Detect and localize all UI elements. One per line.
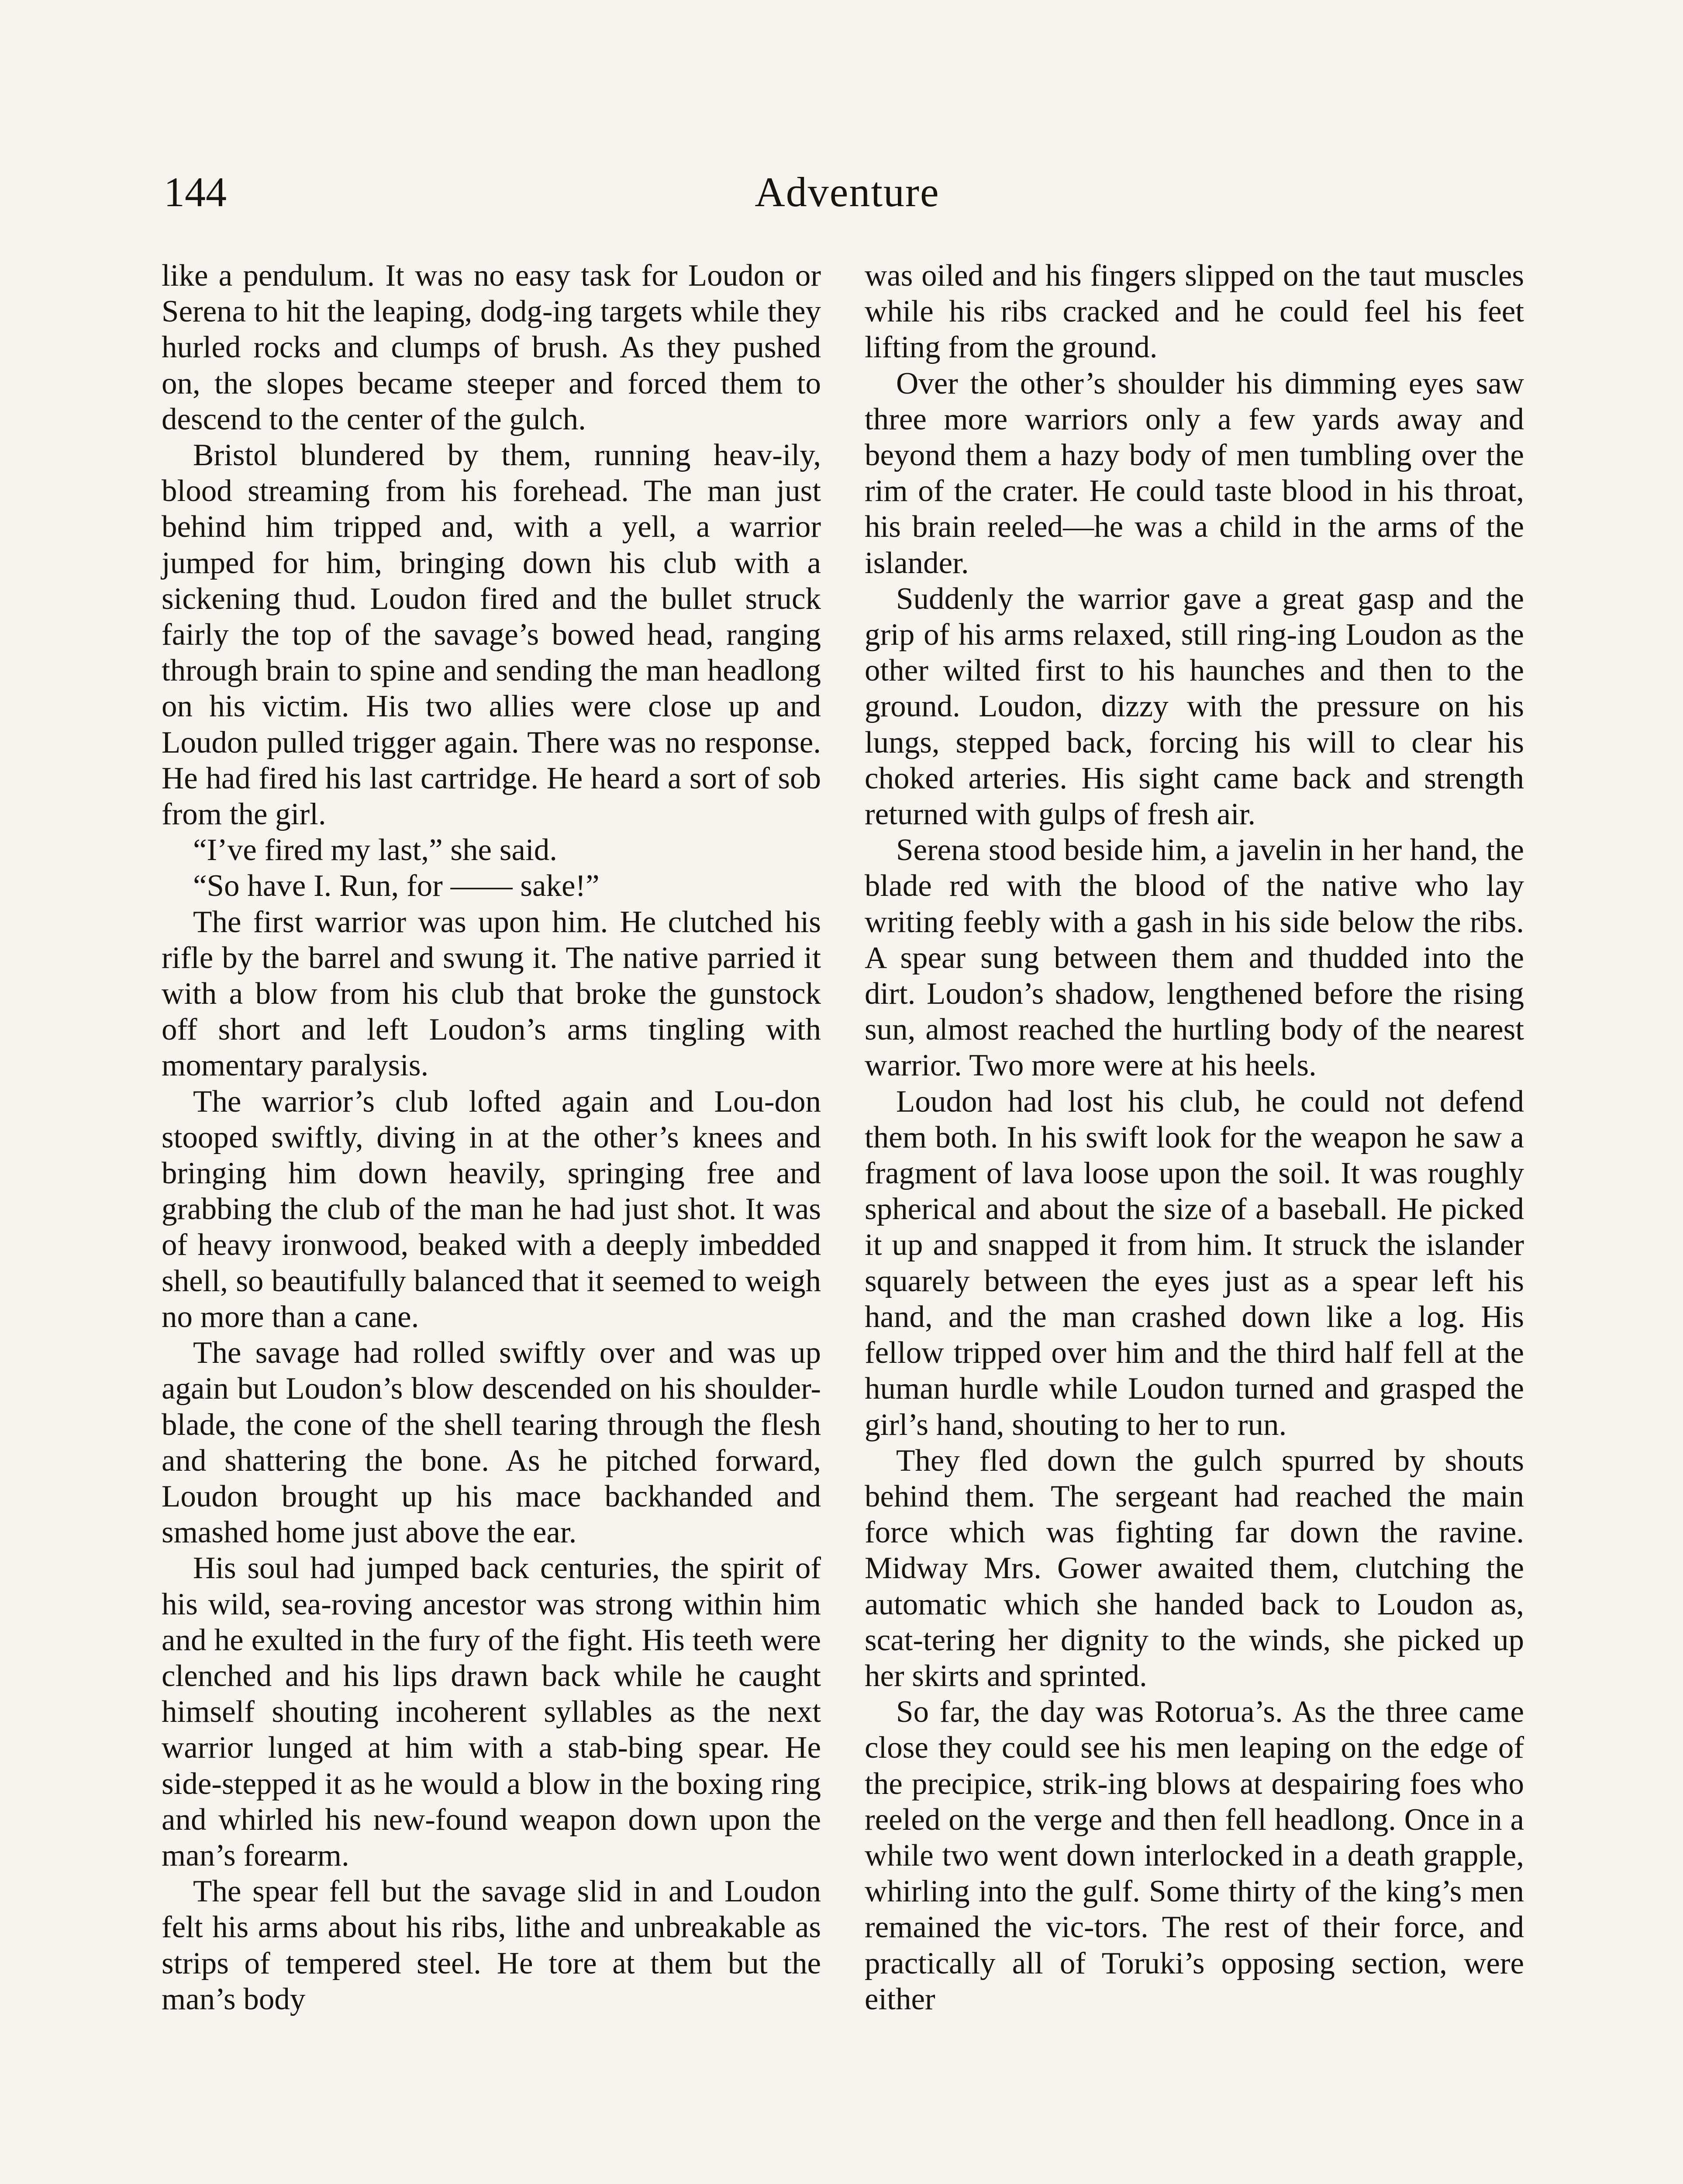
paragraph: Bristol blundered by them, running heav-ily, blood streaming from his forehead. The man just behind him tripped and, with a yell, a warrior jumped for him, bringing down his club with a sickening thud. Loudon fired and the bullet struck fairly the top of the savage’s bowed head, ranging through brain to spine and sending the man headlong on his victim. His two allies were close up and Loudon pulled trigger again. There was no response. He had fired his last cartridge. He heard a sort of sob from the girl. — [162, 438, 821, 832]
paragraph: Loudon had lost his club, he could not defend them both. In his swift look for the weapon he saw a fragment of lava loose upon the soil. It was roughly spherical and about the size of a baseball. He picked it up and snapped it from him. It struck the islander squarely between the eyes just as a spear left his hand, and the man crashed down like a log. His fellow tripped over him and the third half fell at the human hurdle while Loudon turned and grasped the girl’s hand, shouting to her to run. — [865, 1084, 1524, 1442]
paragraph: Serena stood beside him, a javelin in her hand, the blade red with the blood of the native who lay writing feebly with a gash in his side below the ribs. A spear sung between them and thudded into the dirt. Loudon’s shadow, lengthened before the rising sun, almost reached the hurtling body of the nearest warrior. Two more were at his heels. — [865, 833, 1524, 1083]
paragraph: The savage had rolled swiftly over and was up again but Loudon’s blow descended on his shoulder-blade, the cone of the shell tearing through the flesh and shattering the bone. As he pitched forward, Loudon brought up his mace backhanded and smashed home just above the ear. — [162, 1336, 821, 1550]
paragraph: His soul had jumped back centuries, the spirit of his wild, sea-roving ancestor was strong within him and he exulted in the fury of the fight. His teeth were clenched and his lips drawn back while he caught himself shouting incoherent syllables as the next warrior lunged at him with a stab-bing spear. He side-stepped it as he would a blow in the boxing ring and whirled his new-found weapon down upon the man’s forearm. — [162, 1551, 821, 1873]
paragraph: “I’ve fired my last,” she said. — [193, 833, 557, 867]
paragraph: like a pendulum. It was no easy task for Loudon or Serena to hit the leaping, dodg-ing targets while they hurled rocks and clumps of brush. As they pushed on, the slopes became steeper and forced them to descend to the center of the gulch. — [162, 259, 821, 436]
page-header — [164, 166, 1531, 227]
paragraph: Over the other’s shoulder his dimming eyes saw three more warriors only a few yards away and beyond them a hazy body of men tumbling over the rim of the crater. He could taste blood in his throat, his brain reeled—he was a child in the arms of the islander. — [865, 366, 1524, 580]
left-column — [162, 258, 821, 2017]
paragraph: They fled down the gulch spurred by shouts behind them. The sergeant had reached the main force which was fighting far down the ravine. Midway Mrs. Gower awaited them, clutching the automatic which she handed back to Loudon as, scat-tering her dignity to the winds, she picked up her skirts and sprinted. — [865, 1443, 1524, 1693]
page-number: 144 — [164, 169, 227, 215]
paragraph: The spear fell but the savage slid in and Loudon felt his arms about his ribs, lithe and unbreakable as strips of tempered steel. He tore at them but the man’s body — [162, 1874, 821, 2016]
running-head: Adventure — [755, 169, 940, 215]
paragraph: The first warrior was upon him. He clutched his rifle by the barrel and swung it. The native parried it with a blow from his club that broke the gunstock off short and left Loudon’s arms tingling with momentary paralysis. — [162, 905, 821, 1083]
paragraph: Suddenly the warrior gave a great gasp and the grip of his arms relaxed, still ring-ing Loudon as the other wilted first to his haunches and then to the ground. Loudon, dizzy with the pressure on his lungs, stepped back, forcing his will to clear his choked arteries. His sight came back and strength returned with gulps of fresh air. — [865, 581, 1524, 832]
paragraph: “So have I. Run, for —— sake!” — [193, 869, 600, 903]
paragraph: was oiled and his fingers slipped on the taut muscles while his ribs cracked and he could feel his feet lifting from the ground. — [865, 259, 1524, 365]
paragraph: So far, the day was Rotorua’s. As the three came close they could see his men leaping on the edge of the precipice, strik-ing blows at despairing foes who reeled on the verge and then fell headlong. Once in a while two went down interlocked in a death grapple, whirling into the gulf. Some thirty of the king’s men remained the vic-tors. The rest of their force, and practically all of Toruki’s opposing section, were either — [865, 1695, 1524, 2016]
right-column — [865, 258, 1524, 2017]
paragraph: The warrior’s club lofted again and Lou-don stooped swiftly, diving in at the other’s knees and bringing him down heavily, springing free and grabbing the club of the man he had just shot. It was of heavy ironwood, beaked with a deeply imbedded shell, so beautifully balanced that it seemed to weigh no more than a cane. — [162, 1084, 821, 1334]
